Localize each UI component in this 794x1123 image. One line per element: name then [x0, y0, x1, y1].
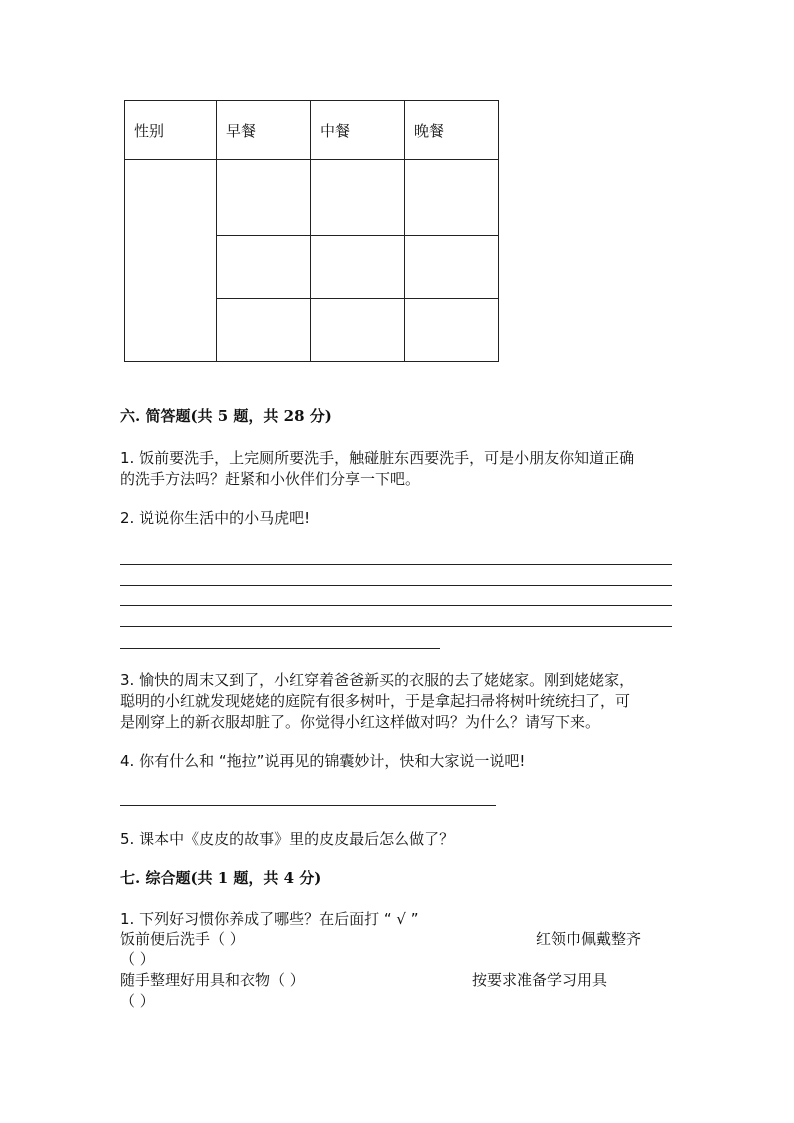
answer-line[interactable] — [120, 648, 440, 649]
header-gender: 性别 — [125, 101, 217, 160]
section7-question-1: 1. 下列好习惯你养成了哪些？在后面打 “ √ ” — [120, 910, 419, 928]
table-cell[interactable] — [405, 299, 499, 362]
question-3-line1: 3. 愉快的周末又到了，小红穿着爸爸新买的衣服的去了姥姥家。刚到姥姥家， — [120, 671, 635, 689]
answer-line[interactable] — [120, 585, 672, 586]
habit-item-school-supplies: 按要求准备学习用具 — [472, 971, 608, 989]
habit-item-red-scarf-answer[interactable]: （ ） — [120, 950, 155, 968]
header-dinner: 晚餐 — [405, 101, 499, 160]
table-cell[interactable] — [311, 299, 405, 362]
table-header-row — [125, 101, 499, 160]
table-cell[interactable] — [405, 160, 499, 236]
question-2: 2. 说说你生活中的小马虎吧! — [120, 509, 311, 527]
answer-line[interactable] — [120, 564, 672, 565]
answer-line[interactable] — [120, 626, 672, 627]
question-5: 5. 课本中《皮皮的故事》里的皮皮最后怎么做了？ — [120, 830, 455, 848]
table-cell[interactable] — [217, 160, 311, 236]
question-4: 4. 你有什么和 “拖拉”说再见的锦囊妙计，快和大家说一说吧! — [120, 752, 526, 770]
habit-item-school-supplies-answer[interactable]: （ ） — [120, 992, 155, 1010]
answer-line[interactable] — [120, 605, 672, 606]
table-cell[interactable] — [217, 299, 311, 362]
table-row — [125, 160, 499, 236]
table-cell[interactable] — [405, 236, 499, 299]
habit-item-tidy-up[interactable]: 随手整理好用具和衣物（ ） — [120, 971, 305, 989]
section7-heading: 七. 综合题(共 1 题，共 4 分) — [120, 869, 322, 887]
table-cell[interactable] — [217, 236, 311, 299]
meal-table — [124, 100, 499, 362]
header-lunch: 中餐 — [311, 101, 405, 160]
question-1-line2: 的洗手方法吗？赶紧和小伙伴们分享一下吧。 — [120, 470, 421, 488]
question-3-line3: 是刚穿上的新衣服却脏了。你觉得小红这样做对吗？为什么？请写下来。 — [120, 713, 601, 731]
table-cell[interactable] — [311, 236, 405, 299]
section6-heading: 六. 简答题(共 5 题，共 28 分) — [120, 407, 332, 425]
header-breakfast: 早餐 — [217, 101, 311, 160]
question-1-line1: 1. 饭前要洗手，上完厕所要洗手，触碰脏东西要洗手，可是小朋友你知道正确 — [120, 449, 635, 467]
habit-item-wash-hands[interactable]: 饭前便后洗手（ ） — [120, 930, 245, 948]
table-cell[interactable] — [311, 160, 405, 236]
answer-line[interactable] — [120, 805, 496, 806]
habit-item-red-scarf: 红领巾佩戴整齐 — [536, 930, 642, 948]
table-cell-gender[interactable] — [125, 160, 217, 362]
question-3-line2: 聪明的小红就发现姥姥的庭院有很多树叶，于是拿起扫帚将树叶统统扫了，可 — [120, 692, 631, 710]
